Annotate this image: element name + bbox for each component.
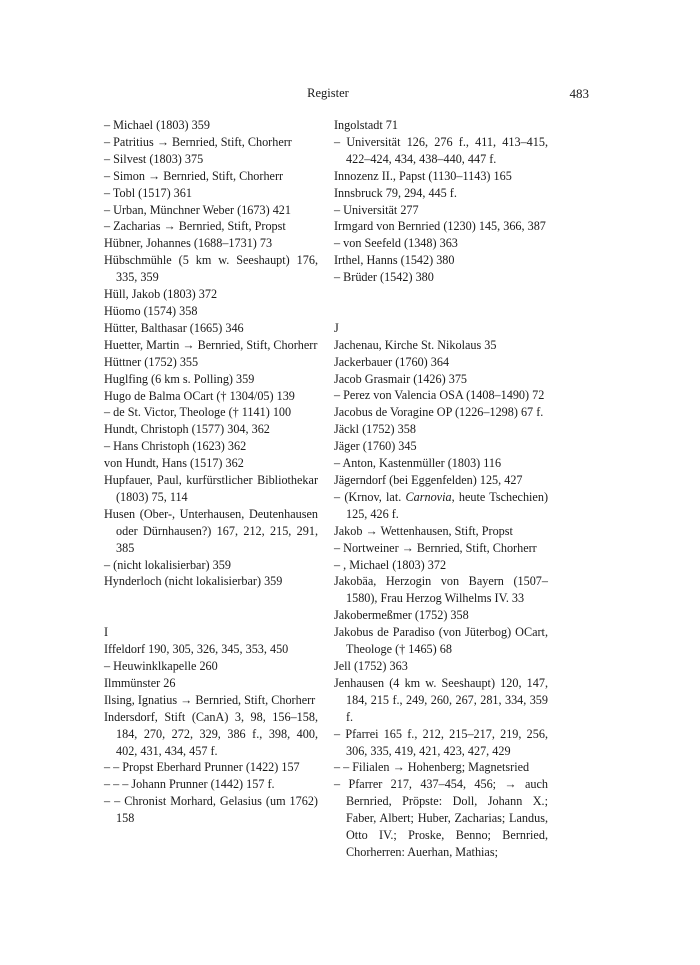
index-entry: Jäckl (1752) 358 (334, 422, 416, 437)
index-entry: – – Chronist Morhard, Gelasius (um 1762) 158 (104, 794, 318, 826)
index-entry: Jenhausen (4 km w. Seeshaupt) 120, 147, 184, 215 f., 249, 260, 267, 281, 334, 359 f. (334, 675, 548, 724)
index-entry: – Michael (1803) 359 (104, 118, 210, 132)
section-letter: J (334, 320, 339, 335)
index-entry: – de St. Victor, Theologe († 1141) 100 (104, 405, 292, 420)
index-entry: Jell (1752) 363 (334, 658, 408, 673)
section-letter: I (104, 625, 109, 640)
running-header (0, 86, 700, 106)
index-entry: Irthel, Hanns (1542) 380 (334, 253, 455, 268)
index-entry: Hugo de Balma OCart († 1304/05) 139 (104, 388, 295, 403)
index-entry: Jäger (1760) 345 (334, 439, 417, 454)
index-entry: – Simon → Bernried, Stift, Chorherr (104, 168, 284, 183)
index-entry: – , Michael (1803) 372 (334, 557, 447, 572)
index-entry: Irmgard von Bernried (1230) 145, 366, 387 (334, 219, 546, 234)
index-entry: von Hundt, Hans (1517) 362 (104, 456, 244, 471)
index-entry: Indersdorf, Stift (CanA) 3, 98, 156–158, 184, 270, 272, 329, 386 f., 398, 400, 402, 431, 434, 457 f. (104, 709, 318, 758)
index-entry: – Universität 277 (334, 202, 419, 217)
index-entry: – – Propst Eberhard Prunner (1422) 157 (104, 760, 300, 775)
index-entry: Jackerbauer (1760) 364 (334, 354, 450, 369)
index-column-right (334, 117, 548, 861)
index-entry: Jakob → Wettenhausen, Stift, Propst (334, 523, 513, 538)
index-entry: Jägerndorf (bei Eggenfelden) 125, 427 (334, 473, 523, 488)
index-entry: Hupfauer, Paul, kurfürstlicher Bibliothekar (1803) 75, 114 (104, 473, 318, 504)
index-entry: – Zacharias → Bernried, Stift, Propst (104, 219, 286, 234)
index-entry: Ilmmünster 26 (104, 675, 176, 690)
index-entry: Ingolstadt 71 (334, 118, 398, 132)
index-entry: – Patritius → Bernried, Stift, Chorherr (104, 134, 292, 149)
index-entry: – Pfarrei 165 f., 212, 215–217, 219, 256, 306, 335, 419, 421, 423, 427, 429 (334, 726, 548, 758)
index-entry: Hynderloch (nicht lokalisierbar) 359 (104, 574, 283, 589)
index-entry: – Urban, Münchner Weber (1673) 421 (104, 202, 291, 217)
index-entry: – Anton, Kastenmüller (1803) 116 (334, 456, 502, 471)
index-entry: Iffeldorf 190, 305, 326, 345, 353, 450 (104, 642, 289, 657)
index-entry: Hundt, Christoph (1577) 304, 362 (104, 422, 270, 437)
index-entry: Hüomo (1574) 358 (104, 303, 198, 318)
index-entry: – – Filialen → Hohenberg; Magnetsried (334, 760, 530, 775)
index-entry: – Universität 126, 276 f., 411, 413–415, 422–424, 434, 438–440, 447 f. (334, 134, 548, 166)
index-entry: Jacob Grasmair (1426) 375 (334, 371, 468, 386)
index-entry: Innozenz II., Papst (1130–1143) 165 (334, 168, 512, 183)
index-entry: Ilsing, Ignatius → Bernried, Stift, Chorherr (104, 692, 316, 707)
index-entry: Jakobermeßmer (1752) 358 (334, 608, 469, 623)
index-entry: – Hans Christoph (1623) 362 (104, 439, 247, 454)
index-entry: – Brüder (1542) 380 (334, 270, 434, 285)
index-entry: – Tobl (1517) 361 (104, 185, 192, 200)
index-entry: Jakobäa, Herzogin von Bayern (1507–1580), Frau Herzog Wilhelms IV. 33 (334, 574, 548, 606)
index-column-left (104, 117, 318, 827)
index-entry: – Perez von Valencia OSA (1408–1490) 72 (334, 388, 545, 403)
index-entry: – – – Johann Prunner (1442) 157 f. (104, 777, 275, 792)
index-entry: Husen (Ober-, Unterhausen, Deutenhausen oder Dürnhausen?) 167, 212, 215, 291, 385 (104, 506, 318, 555)
index-entry: – Nortweiner → Bernried, Stift, Chorherr (334, 540, 537, 555)
index-entry: – Heuwinklkapelle 260 (104, 658, 218, 673)
index-entry: Hütter, Balthasar (1665) 346 (104, 320, 244, 335)
section-gap (334, 286, 548, 320)
section-gap (104, 590, 318, 624)
index-entry: Hüll, Jakob (1803) 372 (104, 287, 218, 302)
index-entry: Huetter, Martin → Bernried, Stift, Chorherr (104, 337, 318, 352)
index-entry: Hübner, Johannes (1688–1731) 73 (104, 236, 273, 251)
index-entry: – Pfarrer 217, 437–454, 456; → auch Bernried, Pröpste: Doll, Johann X.; Faber, Albert; Huber, Zacharias; Landus, Otto IV.; Proske, Benno; Bernried, Chorherren: Auerhan, Mathias; (334, 777, 548, 859)
running-title: Register (307, 86, 349, 100)
page-number: 483 (569, 86, 589, 101)
index-entry: – (Krnov, lat. Carnovia, heute Tschechien) 125, 426 f. (334, 489, 548, 521)
index-entry: Huglfing (6 km s. Polling) 359 (104, 371, 255, 386)
index-entry: Innsbruck 79, 294, 445 f. (334, 185, 457, 200)
index-entry: – Silvest (1803) 375 (104, 151, 204, 166)
index-entry: – (nicht lokalisierbar) 359 (104, 557, 231, 572)
index-entry: – von Seefeld (1348) 363 (334, 236, 458, 251)
index-entry: Jakobus de Paradiso (von Jüterbog) OCart, Theologe († 1465) 68 (334, 625, 548, 657)
index-entry: Jacobus de Voragine OP (1226–1298) 67 f. (334, 405, 544, 420)
index-entry: Hübschmühle (5 km w. Seeshaupt) 176, 335, 359 (104, 253, 318, 285)
index-entry: Hüttner (1752) 355 (104, 354, 199, 369)
index-entry: Jachenau, Kirche St. Nikolaus 35 (334, 337, 497, 352)
